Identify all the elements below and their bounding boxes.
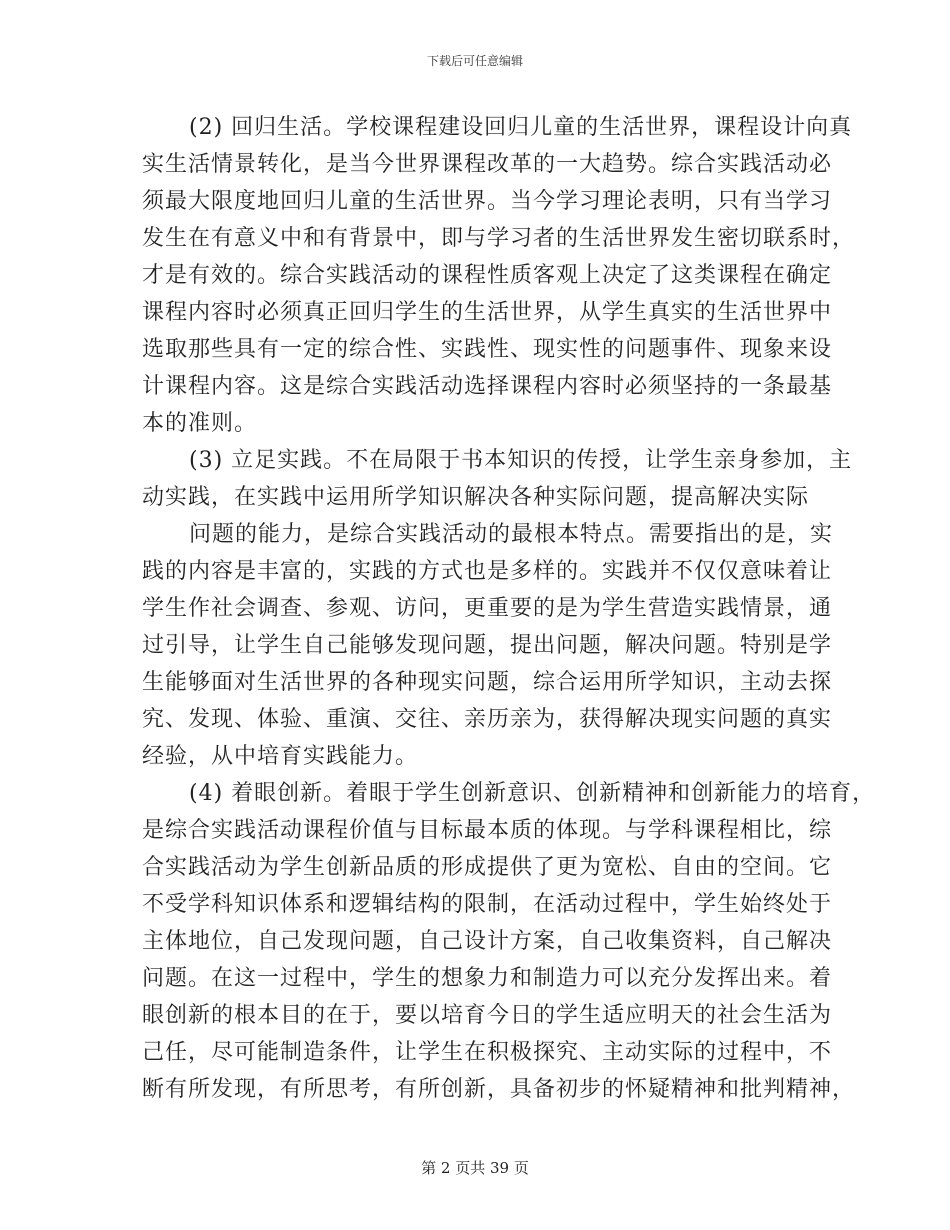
page-header: 下载后可任意编辑 <box>426 54 523 68</box>
body-line-19: (4) 着眼创新。着眼于学生创新意识、创新精神和创新能力的培育， <box>189 781 876 806</box>
body-line-16: 生能够面对生活世界的各种现实问题，综合运用所学知识，主动去探 <box>142 670 833 695</box>
body-line-11: 动实践，在实践中运用所学知识解决各种实际问题，提高解决实际 <box>142 485 810 510</box>
body-line-8: 计课程内容。这是综合实践活动选择课程内容时必须坚持的一条最基 <box>142 374 833 399</box>
body-line-17: 究、发现、体验、重演、交往、亲历亲为，获得解决现实问题的真实 <box>142 707 833 732</box>
body-line-25: 眼创新的根本目的在于，要以培育今日的学生适应明天的社会生活为 <box>142 1003 833 1028</box>
page-footer: 第 2 页共 39 页 <box>421 1159 529 1177</box>
body-line-23: 主体地位，自己发现问题，自己设计方案，自己收集资料，自己解决 <box>142 929 833 954</box>
body-line-26: 己任，尽可能制造条件，让学生在积极探究、主动实际的过程中，不 <box>142 1040 833 1065</box>
body-line-22: 不受学科知识体系和逻辑结构的限制，在活动过程中，学生始终处于 <box>142 892 833 917</box>
body-line-1: (2) 回归生活。学校课程建设回归儿童的生活世界，课程设计向真 <box>189 115 853 140</box>
body-line-10: (3) 立足实践。不在局限于书本知识的传授，让学生亲身参加，主 <box>189 448 853 473</box>
body-line-5: 才是有效的。综合实践活动的课程性质客观上决定了这类课程在确定 <box>142 263 833 288</box>
body-line-14: 学生作社会调查、参观、访问，更重要的是为学生营造实践情景，通 <box>142 596 833 621</box>
body-line-13: 践的内容是丰富的，实践的方式也是多样的。实践并不仅仅意味着让 <box>142 559 833 584</box>
body-line-21: 合实践活动为学生创新品质的形成提供了更为宽松、自由的空间。它 <box>142 855 833 880</box>
body-line-27: 断有所发现，有所思考，有所创新，具备初步的怀疑精神和批判精神， <box>142 1077 856 1102</box>
body-line-24: 问题。在这一过程中，学生的想象力和制造力可以充分发挥出来。着 <box>142 966 833 991</box>
body-line-4: 发生在有意义中和有背景中，即与学习者的生活世界发生密切联系时， <box>142 226 856 251</box>
body-line-2: 实生活情景转化，是当今世界课程改革的一大趋势。综合实践活动必 <box>142 152 833 177</box>
body-line-3: 须最大限度地回归儿童的生活世界。当今学习理论表明，只有当学习 <box>142 189 833 214</box>
body-line-12: 问题的能力，是综合实践活动的最根本特点。需要指出的是，实 <box>189 522 834 547</box>
body-line-6: 课程内容时必须真正回归学生的生活世界，从学生真实的生活世界中 <box>142 300 833 325</box>
body-line-20: 是综合实践活动课程价值与目标最本质的体现。与学科课程相比，综 <box>142 818 833 843</box>
body-line-7: 选取那些具有一定的综合性、实践性、现实性的问题事件、现象来设 <box>142 337 833 362</box>
body-line-15: 过引导，让学生自己能够发现问题，提出问题，解决问题。特别是学 <box>142 633 833 658</box>
body-line-9: 本的准则。 <box>142 411 258 436</box>
body-line-18: 经验，从中培育实践能力。 <box>142 744 419 769</box>
